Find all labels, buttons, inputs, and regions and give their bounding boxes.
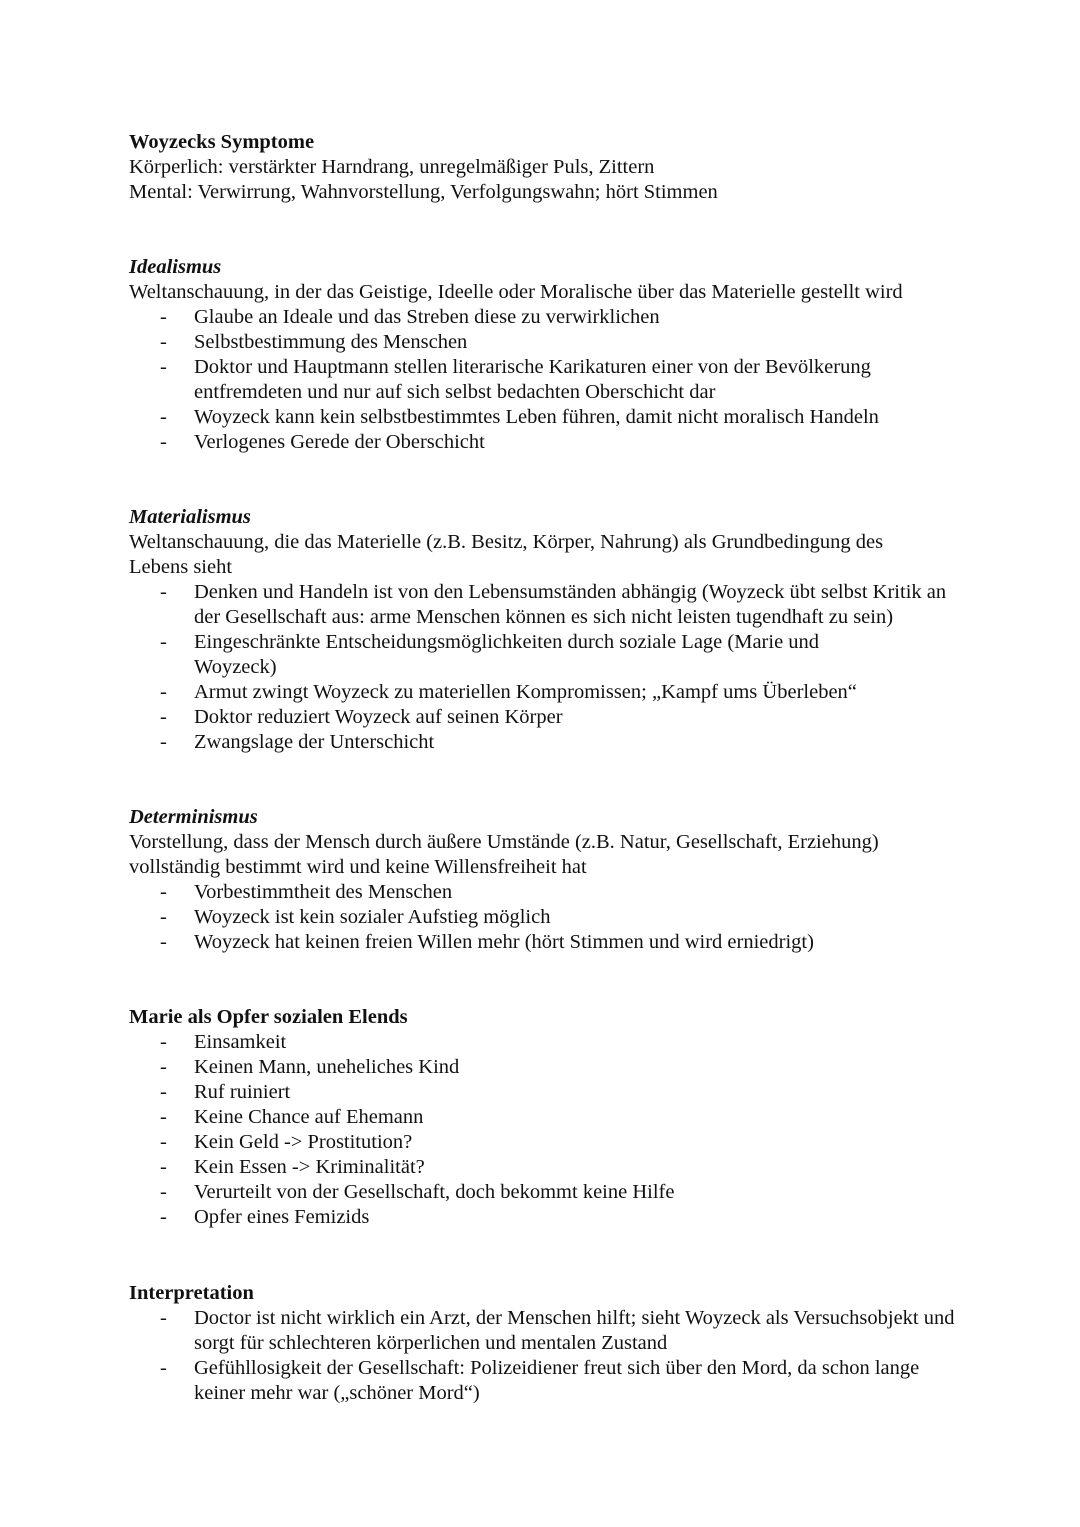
list-item: - Glaube an Ideale und das Streben diese zu verwirklichen xyxy=(129,305,959,330)
text-line: Mental: Verwirrung, Wahnvorstellung, Verfolgungswahn; hört Stimmen xyxy=(129,181,718,203)
section-interpretation xyxy=(129,1281,959,1406)
list-item: - Doktor reduziert Woyzeck auf seinen Körper xyxy=(129,705,959,730)
list-item: - Gefühllosigkeit der Gesellschaft: Polizeidiener freut sich über den Mord, da schon lange keiner mehr war („schöner Mord“) xyxy=(129,1356,959,1406)
definition: Weltanschauung, die das Materielle (z.B. Besitz, Körper, Nahrung) als Grundbedingung des Lebens sieht xyxy=(129,531,884,578)
section-symptome xyxy=(129,130,959,205)
list-item: - Eingeschränkte Entscheidungsmöglichkeiten durch soziale Lage (Marie und Woyzeck) xyxy=(129,630,894,680)
list-item: - Kein Geld -> Prostitution? xyxy=(129,1130,959,1155)
list-item: - Woyzeck ist kein sozialer Aufstieg möglich xyxy=(129,905,959,930)
section-heading: Interpretation xyxy=(129,1282,254,1304)
section-heading: Determinismus xyxy=(129,806,258,828)
list-item: - Verurteilt von der Gesellschaft, doch bekommt keine Hilfe xyxy=(129,1180,959,1205)
section-heading: Marie als Opfer sozialen Elends xyxy=(129,1006,408,1028)
list-item: - Denken und Handeln ist von den Lebensumständen abhängig (Woyzeck übt selbst Kritik an der Gesellschaft aus: arme Menschen können es sich nicht leisten tugendhaft zu sein) xyxy=(129,580,959,630)
section-heading: Idealismus xyxy=(129,256,222,278)
list-item: - Keine Chance auf Ehemann xyxy=(129,1105,959,1130)
list-item: - Armut zwingt Woyzeck zu materiellen Kompromissen; „Kampf ums Überleben“ xyxy=(129,680,959,705)
section-determinismus xyxy=(129,805,959,955)
list-item: - Doktor und Hauptmann stellen literarische Karikaturen einer von der Bevölkerung entfremdeten und nur auf sich selbst bedachten Oberschicht dar xyxy=(129,355,959,405)
section-marie xyxy=(129,1005,959,1230)
section-idealismus xyxy=(129,255,959,455)
list-item: - Woyzeck hat keinen freien Willen mehr (hört Stimmen und wird erniedrigt) xyxy=(129,930,959,955)
list-item: - Woyzeck kann kein selbstbestimmtes Leben führen, damit nicht moralisch Handeln xyxy=(129,405,959,430)
definition: Vorstellung, dass der Mensch durch äußere Umstände (z.B. Natur, Gesellschaft, Erziehung) vollständig bestimmt wird und keine Willensfreiheit hat xyxy=(129,831,879,878)
list-item: - Selbstbestimmung des Menschen xyxy=(129,330,959,355)
list-item: - Keinen Mann, uneheliches Kind xyxy=(129,1055,959,1080)
bullet-list xyxy=(129,305,959,455)
list-item: - Ruf ruiniert xyxy=(129,1080,959,1105)
bullet-list xyxy=(129,1306,959,1406)
section-heading: Materialismus xyxy=(129,506,251,528)
bullet-list xyxy=(129,880,959,955)
list-item: - Opfer eines Femizids xyxy=(129,1205,959,1230)
section-materialismus xyxy=(129,505,959,755)
bullet-list xyxy=(129,1030,959,1230)
list-item: - Einsamkeit xyxy=(129,1030,959,1055)
text-line: Körperlich: verstärkter Harndrang, unregelmäßiger Puls, Zittern xyxy=(129,156,655,178)
list-item: - Verlogenes Gerede der Oberschicht xyxy=(129,430,959,455)
list-item: - Vorbestimmtheit des Menschen xyxy=(129,880,959,905)
list-item: - Zwangslage der Unterschicht xyxy=(129,730,959,755)
definition: Weltanschauung, in der das Geistige, Ideelle oder Moralische über das Materielle gestellt wird xyxy=(129,281,903,303)
list-item: - Doctor ist nicht wirklich ein Arzt, der Menschen hilft; sieht Woyzeck als Versuchsobjekt und sorgt für schlechteren körperlichen und mentalen Zustand xyxy=(129,1306,959,1356)
list-item: - Kein Essen -> Kriminalität? xyxy=(129,1155,959,1180)
bullet-list xyxy=(129,580,959,755)
section-heading: Woyzecks Symptome xyxy=(129,131,315,153)
